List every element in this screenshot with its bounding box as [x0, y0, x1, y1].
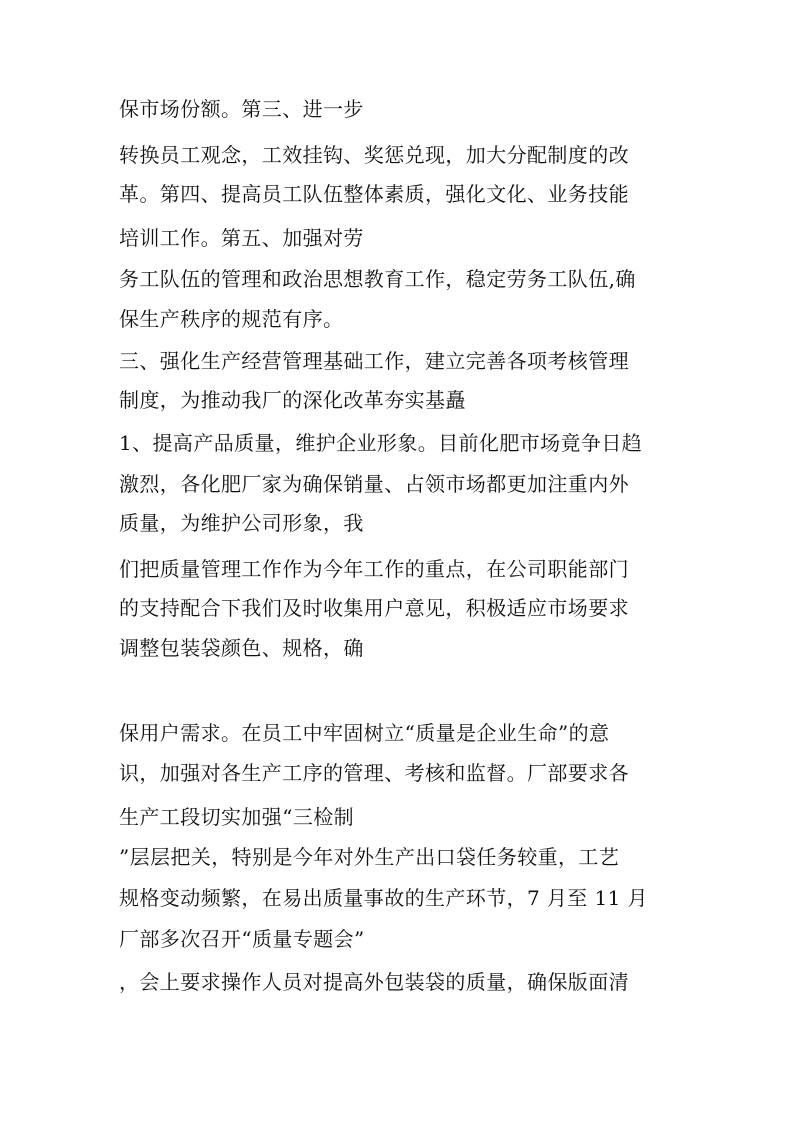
text-line: 务工队伍的管理和政治思想教育工作，稳定劳务工队伍,确 [119, 267, 636, 291]
text-line: 们把质量管理工作作为今年工作的重点，在公司职能部门 [119, 557, 629, 581]
text-line: ”层层把关，特别是今年对外生产出口袋任务较重，工艺 [119, 845, 620, 869]
text-line: 转换员工观念，工效挂钩、奖惩兑现，加大分配制度的改 [119, 143, 629, 167]
text-line: 厂部多次召开“质量专题会” [119, 927, 365, 951]
text-line: 的支持配合下我们及时收集用户意见，积极适应市场要求 [119, 596, 629, 620]
text-line: 保市场份额。第三、进一步 [119, 97, 364, 121]
text-line: 质量，为维护公司形象，我 [119, 511, 364, 535]
text-line: 制度，为推动我厂的深化改革夯实基矗 [119, 388, 466, 412]
text-line: 保用户需求。在员工中牢固树立“质量是企业生命”的意 [119, 721, 610, 745]
text-line: 调整包装袋颜色、规格，确 [119, 636, 364, 660]
text-line: 保生产秩序的规范有序。 [119, 307, 344, 331]
text-line: 规格变动频繁，在易出质量事故的生产环节，7 月至 11 月 [119, 886, 648, 910]
text-line: ，会上要求操作人员对提高外包装袋的质量，确保版面清 [119, 970, 629, 994]
text-line: 生产工段切实加强“三检制 [119, 805, 355, 829]
text-line: 革。第四、提高员工队伍整体素质，强化文化、业务技能 [119, 182, 629, 206]
text-line: 1、提高产品质量，维护企业形象。目前化肥市场竟争日趋 [119, 431, 643, 455]
text-line: 激烈，各化肥厂家为确保销量、占领市场都更加注重内外 [119, 472, 629, 496]
text-line: 识，加强对各生产工序的管理、考核和监督。厂部要求各 [119, 761, 629, 785]
text-line: 培训工作。第五、加强对劳 [119, 226, 364, 250]
text-line: 三、强化生产经营管理基础工作，建立完善各项考核管理 [119, 349, 629, 373]
